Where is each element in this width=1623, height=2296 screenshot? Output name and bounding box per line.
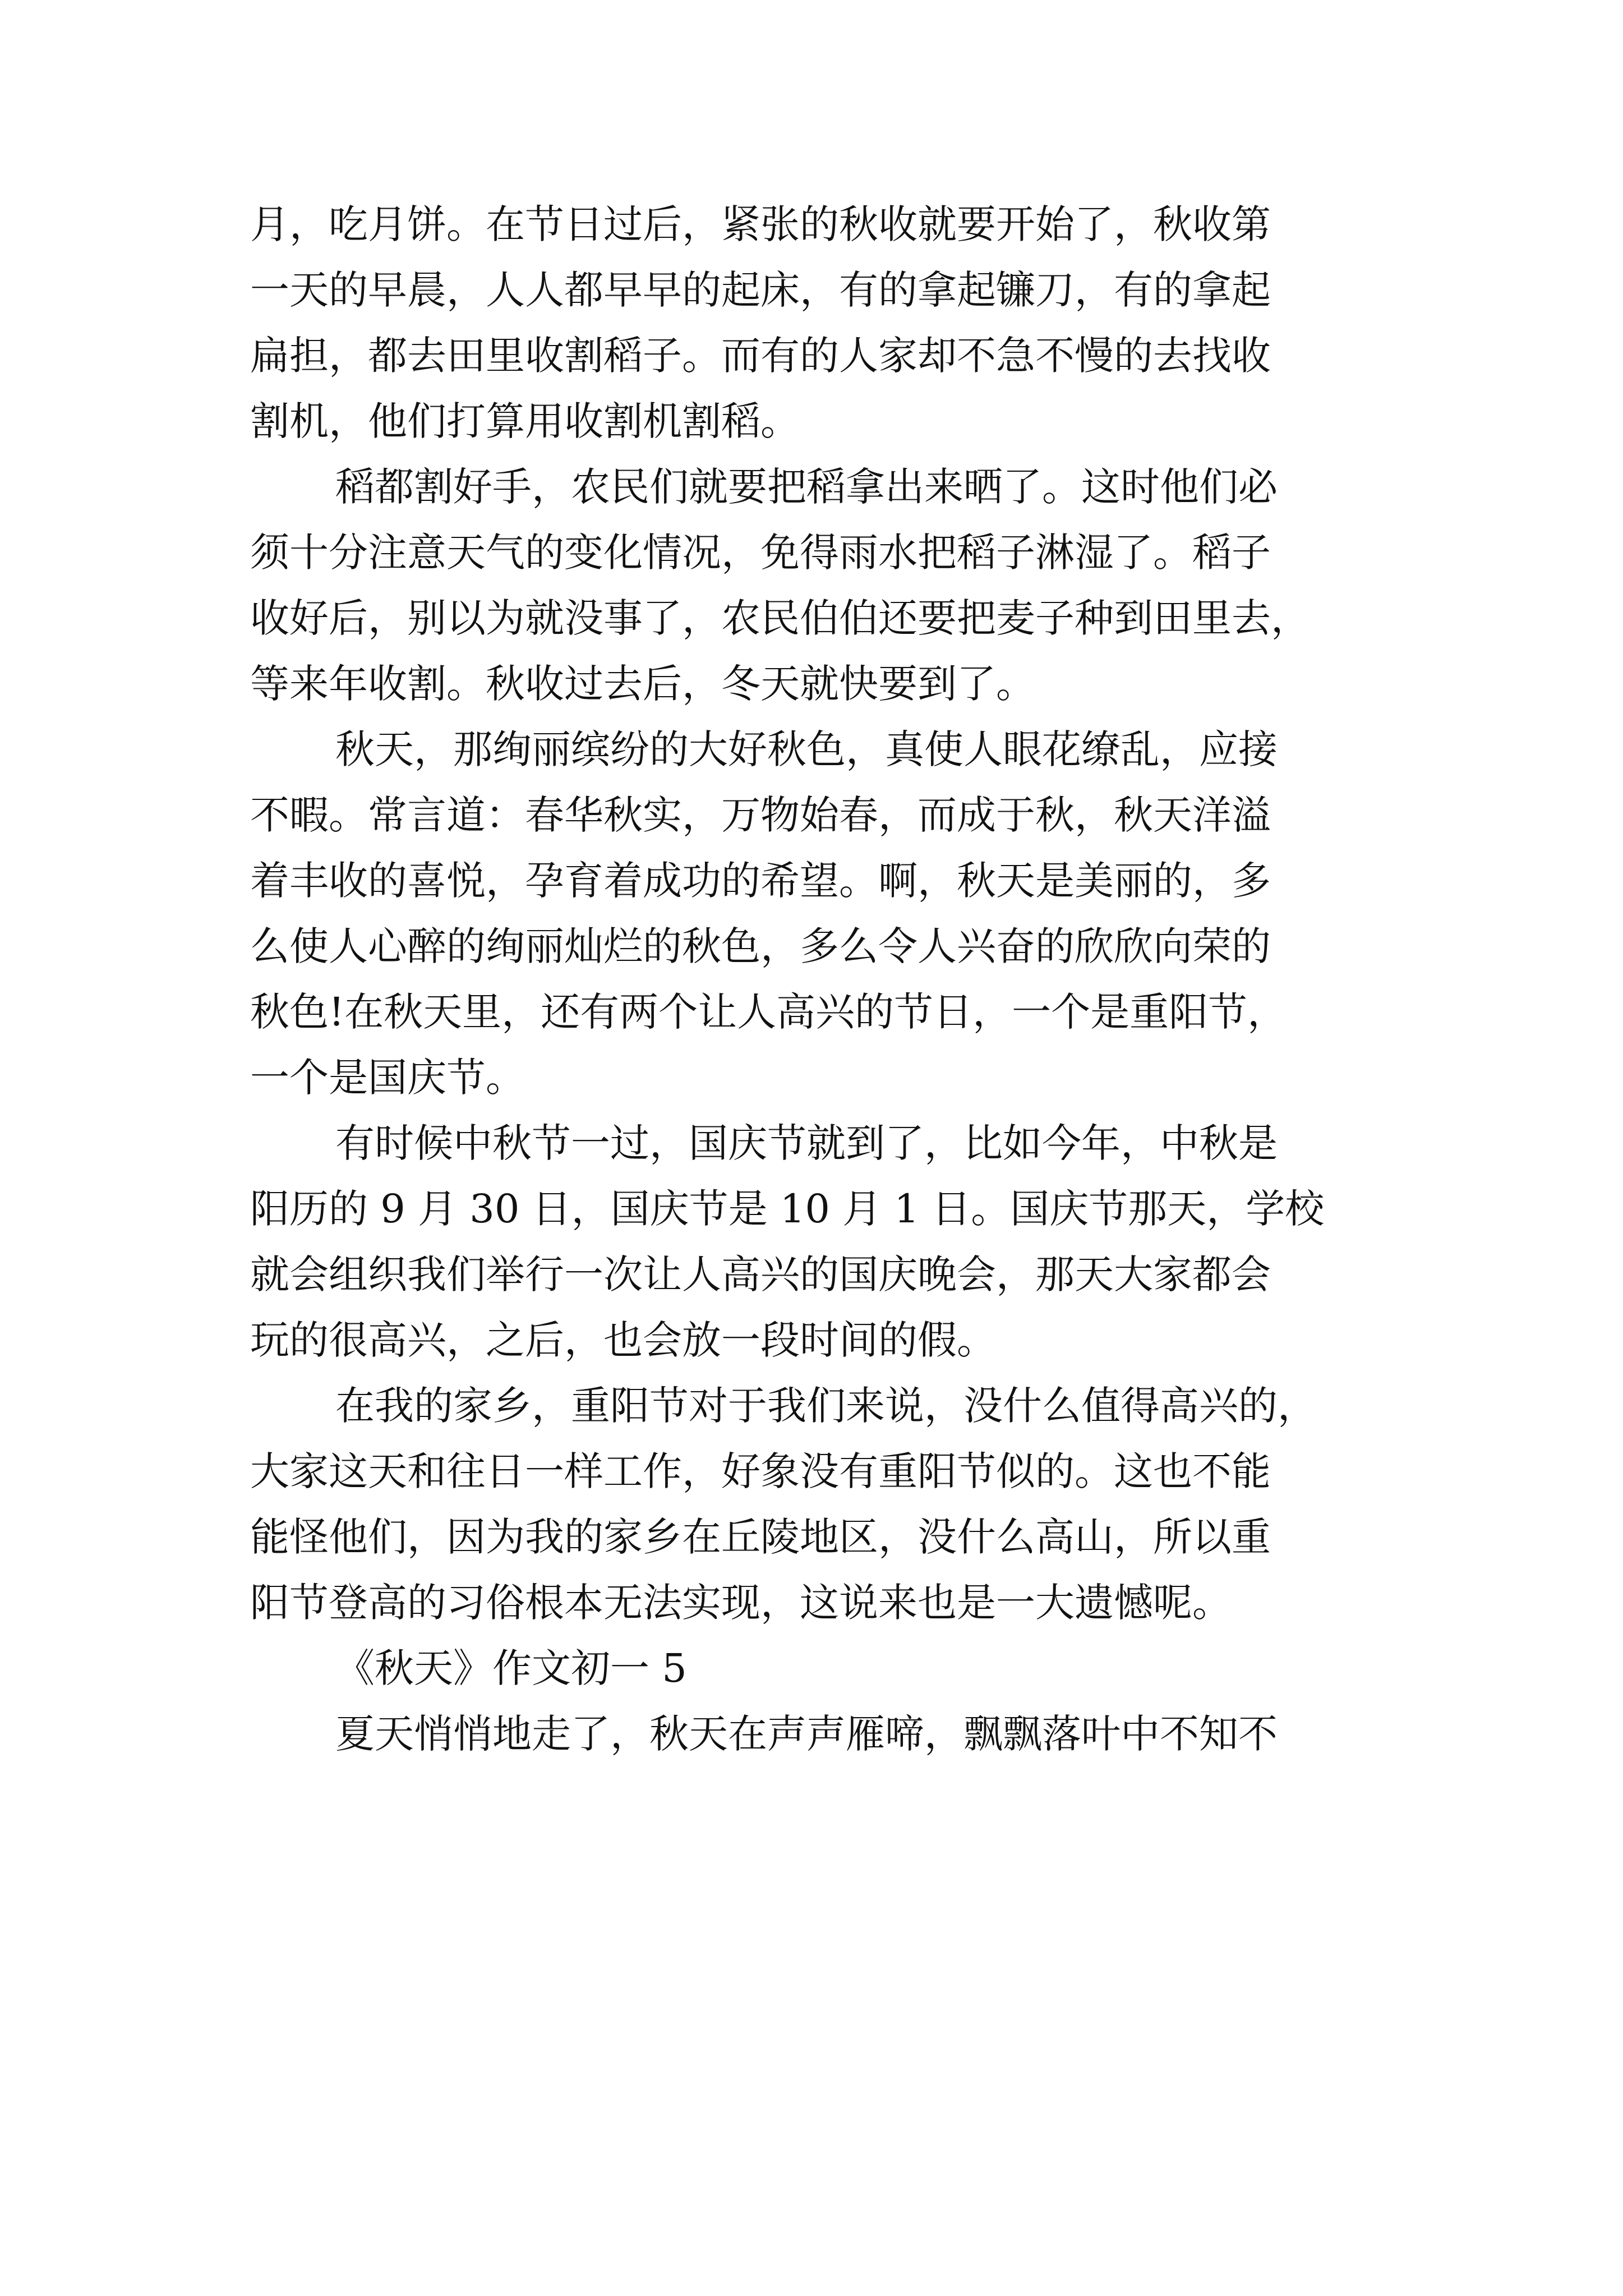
text-line: 一个是国庆节。 <box>250 1055 525 1101</box>
text-line: 收好后，别以为就没事了，农民伯伯还要把麦子种到田里去， <box>250 595 1310 641</box>
paragraph-first-line: 秋天，那绚丽缤纷的大好秋色，真使人眼花缭乱，应接 <box>335 726 1278 772</box>
text-line: 秋色!在秋天里，还有两个让人高兴的节日，一个是重阳节， <box>250 989 1287 1035</box>
text-line: 大家这天和往日一样工作，好象没有重阳节似的。这也不能 <box>250 1448 1271 1494</box>
text-line: 等来年收割。秋收过去后，冬天就快要到了。 <box>250 661 1035 707</box>
text-line: 割机，他们打算用收割机割稻。 <box>250 398 800 444</box>
paragraph-first-line: 稻都割好手，农民们就要把稻拿出来晒了。这时他们必 <box>335 464 1278 510</box>
section-heading: 《秋天》作文初一 5 <box>335 1645 687 1691</box>
text-line: 扁担，都去田里收割稻子。而有的人家却不急不慢的去找收 <box>250 333 1271 379</box>
text-line: 着丰收的喜悦，孕育着成功的希望。啊，秋天是美丽的，多 <box>250 858 1271 904</box>
paragraph-first-line: 有时候中秋节一过，国庆节就到了，比如今年，中秋是 <box>335 1120 1278 1166</box>
text-line: 不暇。常言道：春华秋实，万物始春，而成于秋，秋天洋溢 <box>250 792 1271 838</box>
text-line: 就会组织我们举行一次让人高兴的国庆晚会，那天大家都会 <box>250 1251 1271 1297</box>
document-body <box>250 196 1389 1772</box>
text-line: 能怪他们，因为我的家乡在丘陵地区，没什么高山，所以重 <box>250 1514 1271 1560</box>
text-line: 玩的很高兴，之后，也会放一段时间的假。 <box>250 1317 996 1363</box>
text-line: 月，吃月饼。在节日过后，紧张的秋收就要开始了，秋收第 <box>250 201 1271 247</box>
paragraph-first-line: 在我的家乡，重阳节对于我们来说，没什么值得高兴的， <box>335 1383 1317 1429</box>
text-line: 须十分注意天气的变化情况，免得雨水把稻子淋湿了。稻子 <box>250 530 1271 576</box>
text-line: 阳节登高的习俗根本无法实现，这说来也是一大遗憾呢。 <box>250 1580 1232 1626</box>
paragraph-first-line: 夏天悄悄地走了，秋天在声声雁啼，飘飘落叶中不知不 <box>335 1711 1278 1757</box>
text-line: 阳历的 9 月 30 日，国庆节是 10 月 1 日。国庆节那天，学校 <box>250 1186 1325 1232</box>
text-line: 一天的早晨，人人都早早的起床，有的拿起镰刀，有的拿起 <box>250 267 1271 313</box>
text-line: 么使人心醉的绚丽灿烂的秋色，多么令人兴奋的欣欣向荣的 <box>250 923 1271 969</box>
